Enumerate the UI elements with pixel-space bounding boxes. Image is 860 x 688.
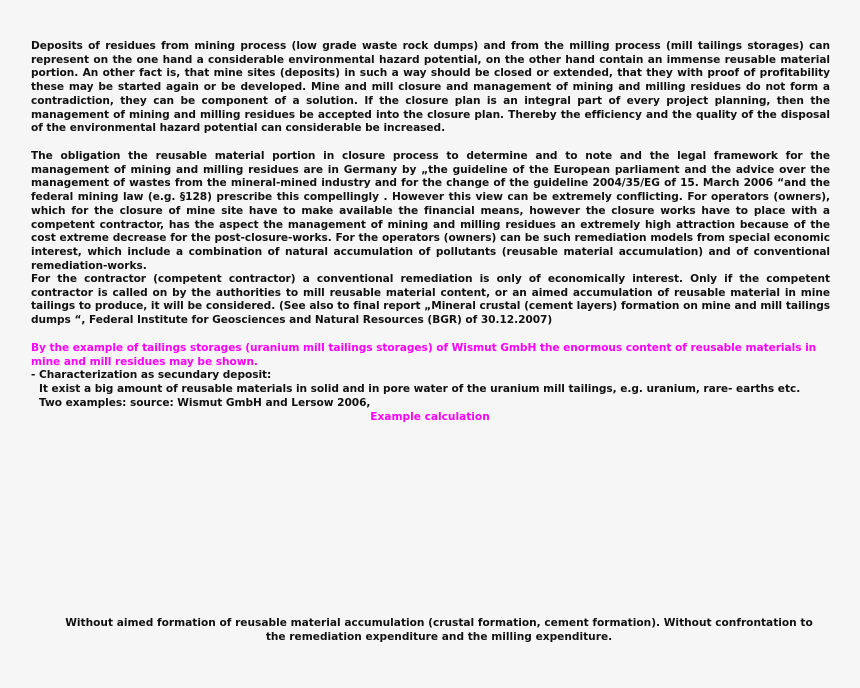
wismut-example-section — [31, 342, 830, 411]
legal-framework-paragraph: The obligation the reusable material portion in closure process to determine and to note and the legal framework for the management of mining and milling residues are in Germany by „the guideline of the European parliament and the advice over the management of wastes from the mineral-mined industry and for the change of the guideline 2004/35/EG of 15. March 2006 “and the federal mining law (e.g. §128) prescribe this compellingly . However this view can be extremely conflicting. For operators (owners), which for the closure of mine site have to make available the financial means, however the closure works have to place with a competent contractor, has the aspect the management of mining and milling residues an extremely high attraction because of the cost extreme decrease for the post-closure-works. For the operators (owners) can be such remediation models from special economic interest, which include a combination of natural accumulation of pollutants (reusable material accumulation) and of conventional remediation-works. — [31, 150, 830, 272]
list-item: It exist a big amount of reusable materials in solid and in pore water of the uranium mill tailings, e.g. uranium, rare- earths etc. — [39, 383, 801, 396]
list-item: Two examples: source: Wismut GmbH and Lersow 2006, — [39, 396, 371, 409]
example-calculation-caption: Example calculation — [370, 411, 490, 423]
contractor-paragraph: For the contractor (competent contractor) a conventional remediation is only of economically interest. Only if the competent contractor is called on by the authorities to mill reusable material content, or an aimed accumulation of reusable material in mine tailings to produce, it will be considered. (See also to final report „Mineral crustal (cement layers) formation on mine and mill tailings dumps “, Federal Institute for Geosciences and Natural Resources (BGR) of 30.12.2007) — [31, 273, 830, 327]
intro-paragraph: Deposits of residues from mining process (low grade waste rock dumps) and from the milling process (mill tailings storages) can represent on the one hand a considerable environmental hazard potential, on the other hand contain an immense reusable material portion. An other fact is, that mine sites (deposits) in such a way should be closed or extended, that they with proof of profitability these may be started again or be developed. Mine and mill closure and management of mining and milling residues do not form a contradiction, they can be component of a solution. If the closure plan is an integral part of every project planning, then the management of mining and milling residues be accepted into the closure plan. Thereby the efficiency and the quality of the disposal of the environmental hazard potential can considerable be increased. — [31, 40, 830, 135]
figure-caption: Without aimed formation of reusable material accumulation (crustal formation, cement formation). Without confrontation to the remediation expenditure and the milling expenditure. — [65, 617, 813, 643]
list-heading: - Characterization as secundary deposit: — [31, 369, 272, 382]
highlight-paragraph: By the example of tailings storages (uranium mill tailings storages) of Wismut GmbH the enormous content of reusable materials in mine and mill residues may be shown. — [31, 342, 817, 368]
